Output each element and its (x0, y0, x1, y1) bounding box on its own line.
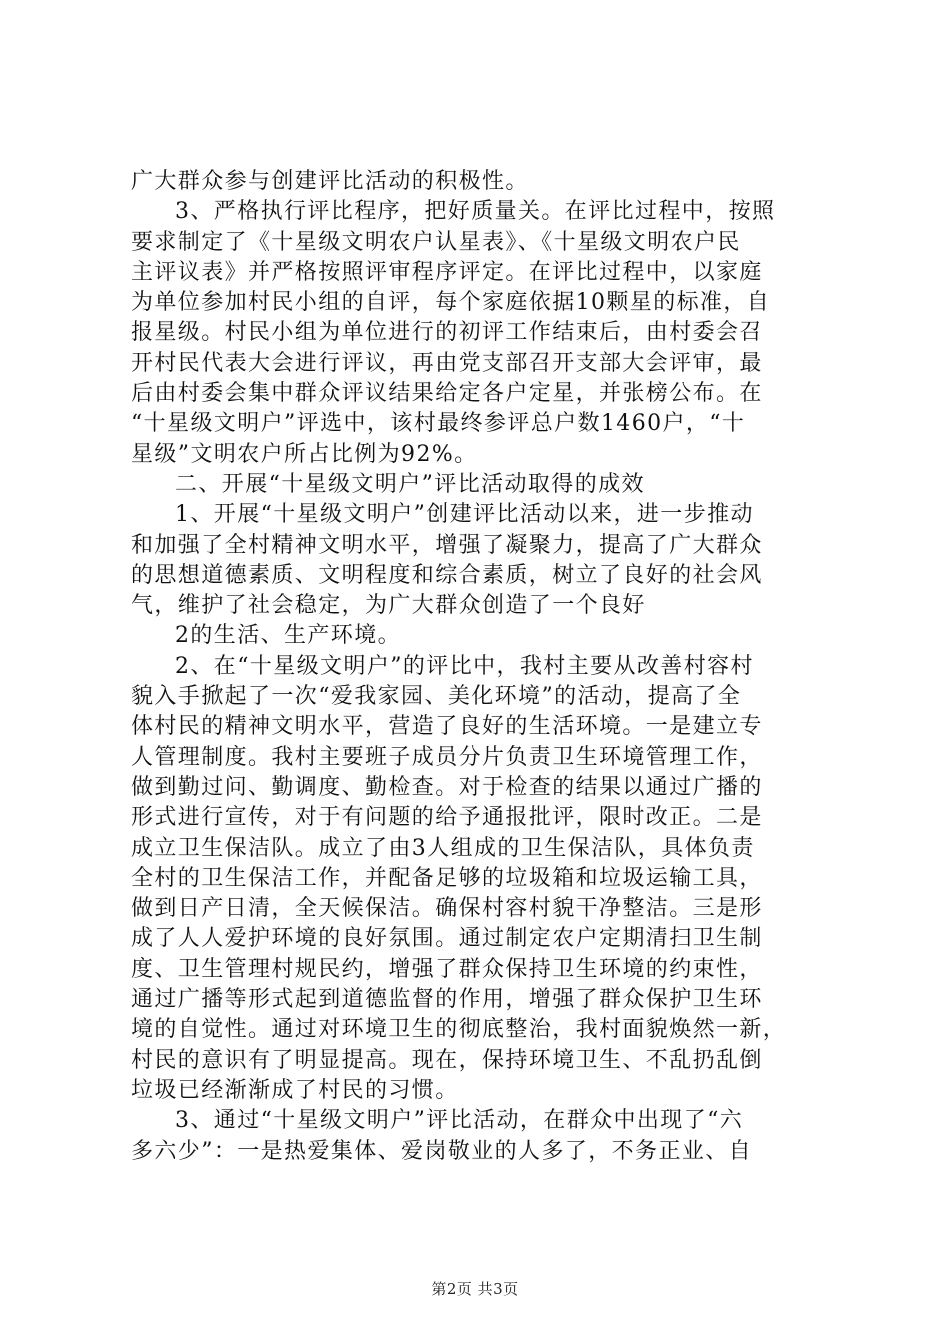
text-line: 通过广播等形式起到道德监督的作用，增强了群众保护卫生环 (131, 987, 763, 1013)
text-line: 后由村委会集中群众评议结果给定各户定星，并张榜公布。在 (131, 381, 763, 407)
text-line: 要求制定了《十星级文明农户认星表》、《十星级文明农户民 (131, 229, 741, 255)
text-line: 气，维护了社会稳定，为广大群众创造了一个良好 (131, 593, 646, 619)
text-line: 体村民的精神文明水平，营造了良好的生活环境。一是建立专 (131, 714, 763, 740)
text-line: 形式进行宣传，对于有问题的给予通报批评，限时改正。二是 (131, 805, 763, 831)
text-line: 主评议表》并严格按照评审程序评定。在评比过程中，以家庭 (131, 259, 763, 285)
text-line: 度、卫生管理村规民约，增强了群众保持卫生环境的约束性， (131, 956, 763, 982)
text-line: 和加强了全村精神文明水平，增强了凝聚力，提高了广大群众 (131, 532, 763, 558)
text-line: 的思想道德素质、文明程度和综合素质，树立了良好的社会风 (131, 562, 763, 588)
text-line: 垃圾已经渐渐成了村民的习惯。 (131, 1077, 459, 1103)
text-line: 做到勤过问、勤调度、勤检查。对于检查的结果以通过广播的 (131, 774, 763, 800)
text-line: 貌入手掀起了一次“爱我家园、美化环境”的活动，提高了全 (131, 684, 742, 710)
text-line: 2、在“十星级文明户”的评比中，我村主要从改善村容村 (175, 653, 754, 679)
text-line: 3、严格执行评比程序，把好质量关。在评比过程中，按照 (175, 199, 776, 225)
text-line: 做到日产日清，全天候保洁。确保村容村貌干净整洁。三是形 (131, 896, 763, 922)
text-line: 1、开展“十星级文明户”创建评比活动以来，进一步推动 (175, 502, 754, 528)
text-line: 全村的卫生保洁工作，并配备足够的垃圾箱和垃圾运输工具， (131, 865, 763, 891)
text-line: 二、开展“十星级文明户”评比活动取得的成效 (175, 471, 645, 497)
text-line: 2的生活、生产环境。 (175, 623, 401, 649)
text-line: 广大群众参与创建评比活动的积极性。 (131, 169, 529, 194)
text-line: 人管理制度。我村主要班子成员分片负责卫生环境管理工作， (131, 744, 763, 770)
text-line: 境的自觉性。通过对环境卫生的彻底整治，我村面貌焕然一新， (131, 1017, 787, 1043)
text-line: 成了人人爱护环境的良好氛围。通过制定农户定期清扫卫生制 (131, 926, 763, 952)
text-line: 星级”文明农户所占比例为92%。 (131, 441, 478, 467)
text-line: 成立卫生保洁队。成立了由3人组成的卫生保洁队，具体负责 (131, 835, 755, 861)
page-footer: 第2页 共3页 (431, 1280, 519, 1298)
text-line: 3、通过“十星级文明户”评比活动，在群众中出现了“六 (175, 1108, 744, 1134)
text-line: 村民的意识有了明显提高。现在，保持环境卫生、不乱扔乱倒 (131, 1047, 763, 1073)
text-line: 为单位参加村民小组的自评，每个家庭依据10颗星的标准，自 (131, 290, 771, 316)
text-line: 报星级。村民小组为单位进行的初评工作结束后，由村委会召 (131, 320, 763, 346)
text-line: “十星级文明户”评选中，该村最终参评总户数1460户，“十 (131, 411, 746, 437)
text-line: 开村民代表大会进行评议，再由党支部召开支部大会评审，最 (131, 350, 763, 376)
document-body (131, 167, 831, 1167)
text-line: 多六少”：一是热爱集体、爱岗敬业的人多了，不务正业、自 (131, 1138, 753, 1164)
